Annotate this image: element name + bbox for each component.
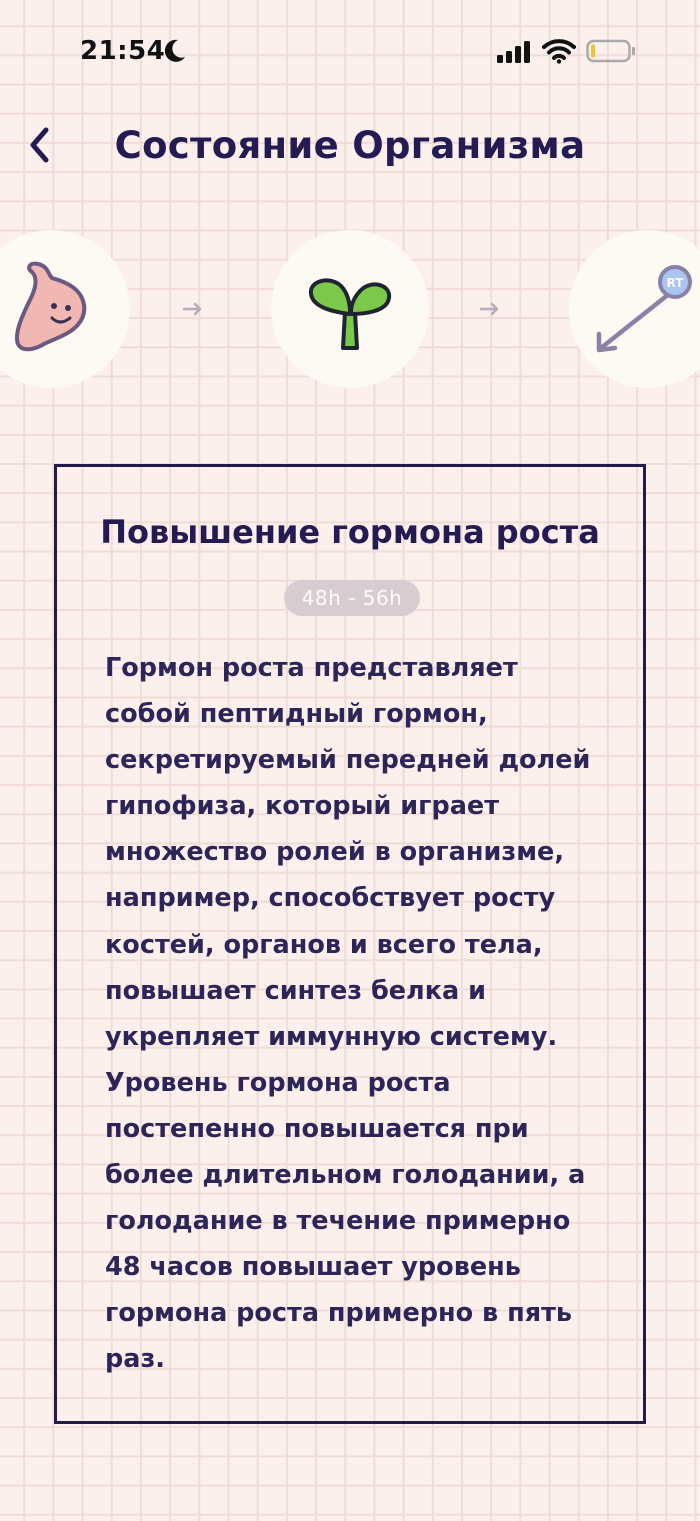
arrow-right-icon <box>479 300 501 318</box>
stage-info-card <box>54 464 646 1424</box>
status-time: 21:54 <box>80 36 166 66</box>
navigation-bar <box>0 110 700 180</box>
stage-growth-hormone[interactable] <box>569 230 700 388</box>
time-range-badge: 48h - 56h <box>284 580 420 616</box>
page-title: Состояние Организма <box>114 124 586 167</box>
stage-stomach[interactable] <box>0 230 130 388</box>
status-bar <box>0 0 700 100</box>
arrow-right-icon <box>182 300 204 318</box>
stage-carousel[interactable] <box>0 230 700 390</box>
cellular-signal-icon <box>497 40 533 64</box>
battery-icon <box>586 39 636 63</box>
wifi-icon <box>542 38 576 64</box>
hormone-icon-label: RT <box>666 276 684 290</box>
stomach-icon <box>8 256 88 356</box>
sprout-icon <box>305 272 395 352</box>
moon-icon <box>163 38 187 64</box>
card-description: Гормон роста представляет собой пептидный гормон, секретируемый передней долей гипофиза, который играет множество ролей в организме, например, способствует росту костей, органов и всего тела, повышает синтез белка и укрепляет иммунную систему. Уровень гормона роста постепенно повышается при более длительном голодании, а голодание в течение примерно 48 часов повышает уровень гормона роста примерно в пять раз. <box>105 653 591 1375</box>
stage-sprout[interactable] <box>271 230 429 388</box>
hormone-arrow-icon <box>593 262 700 358</box>
card-title: Повышение гормона роста <box>100 513 600 551</box>
